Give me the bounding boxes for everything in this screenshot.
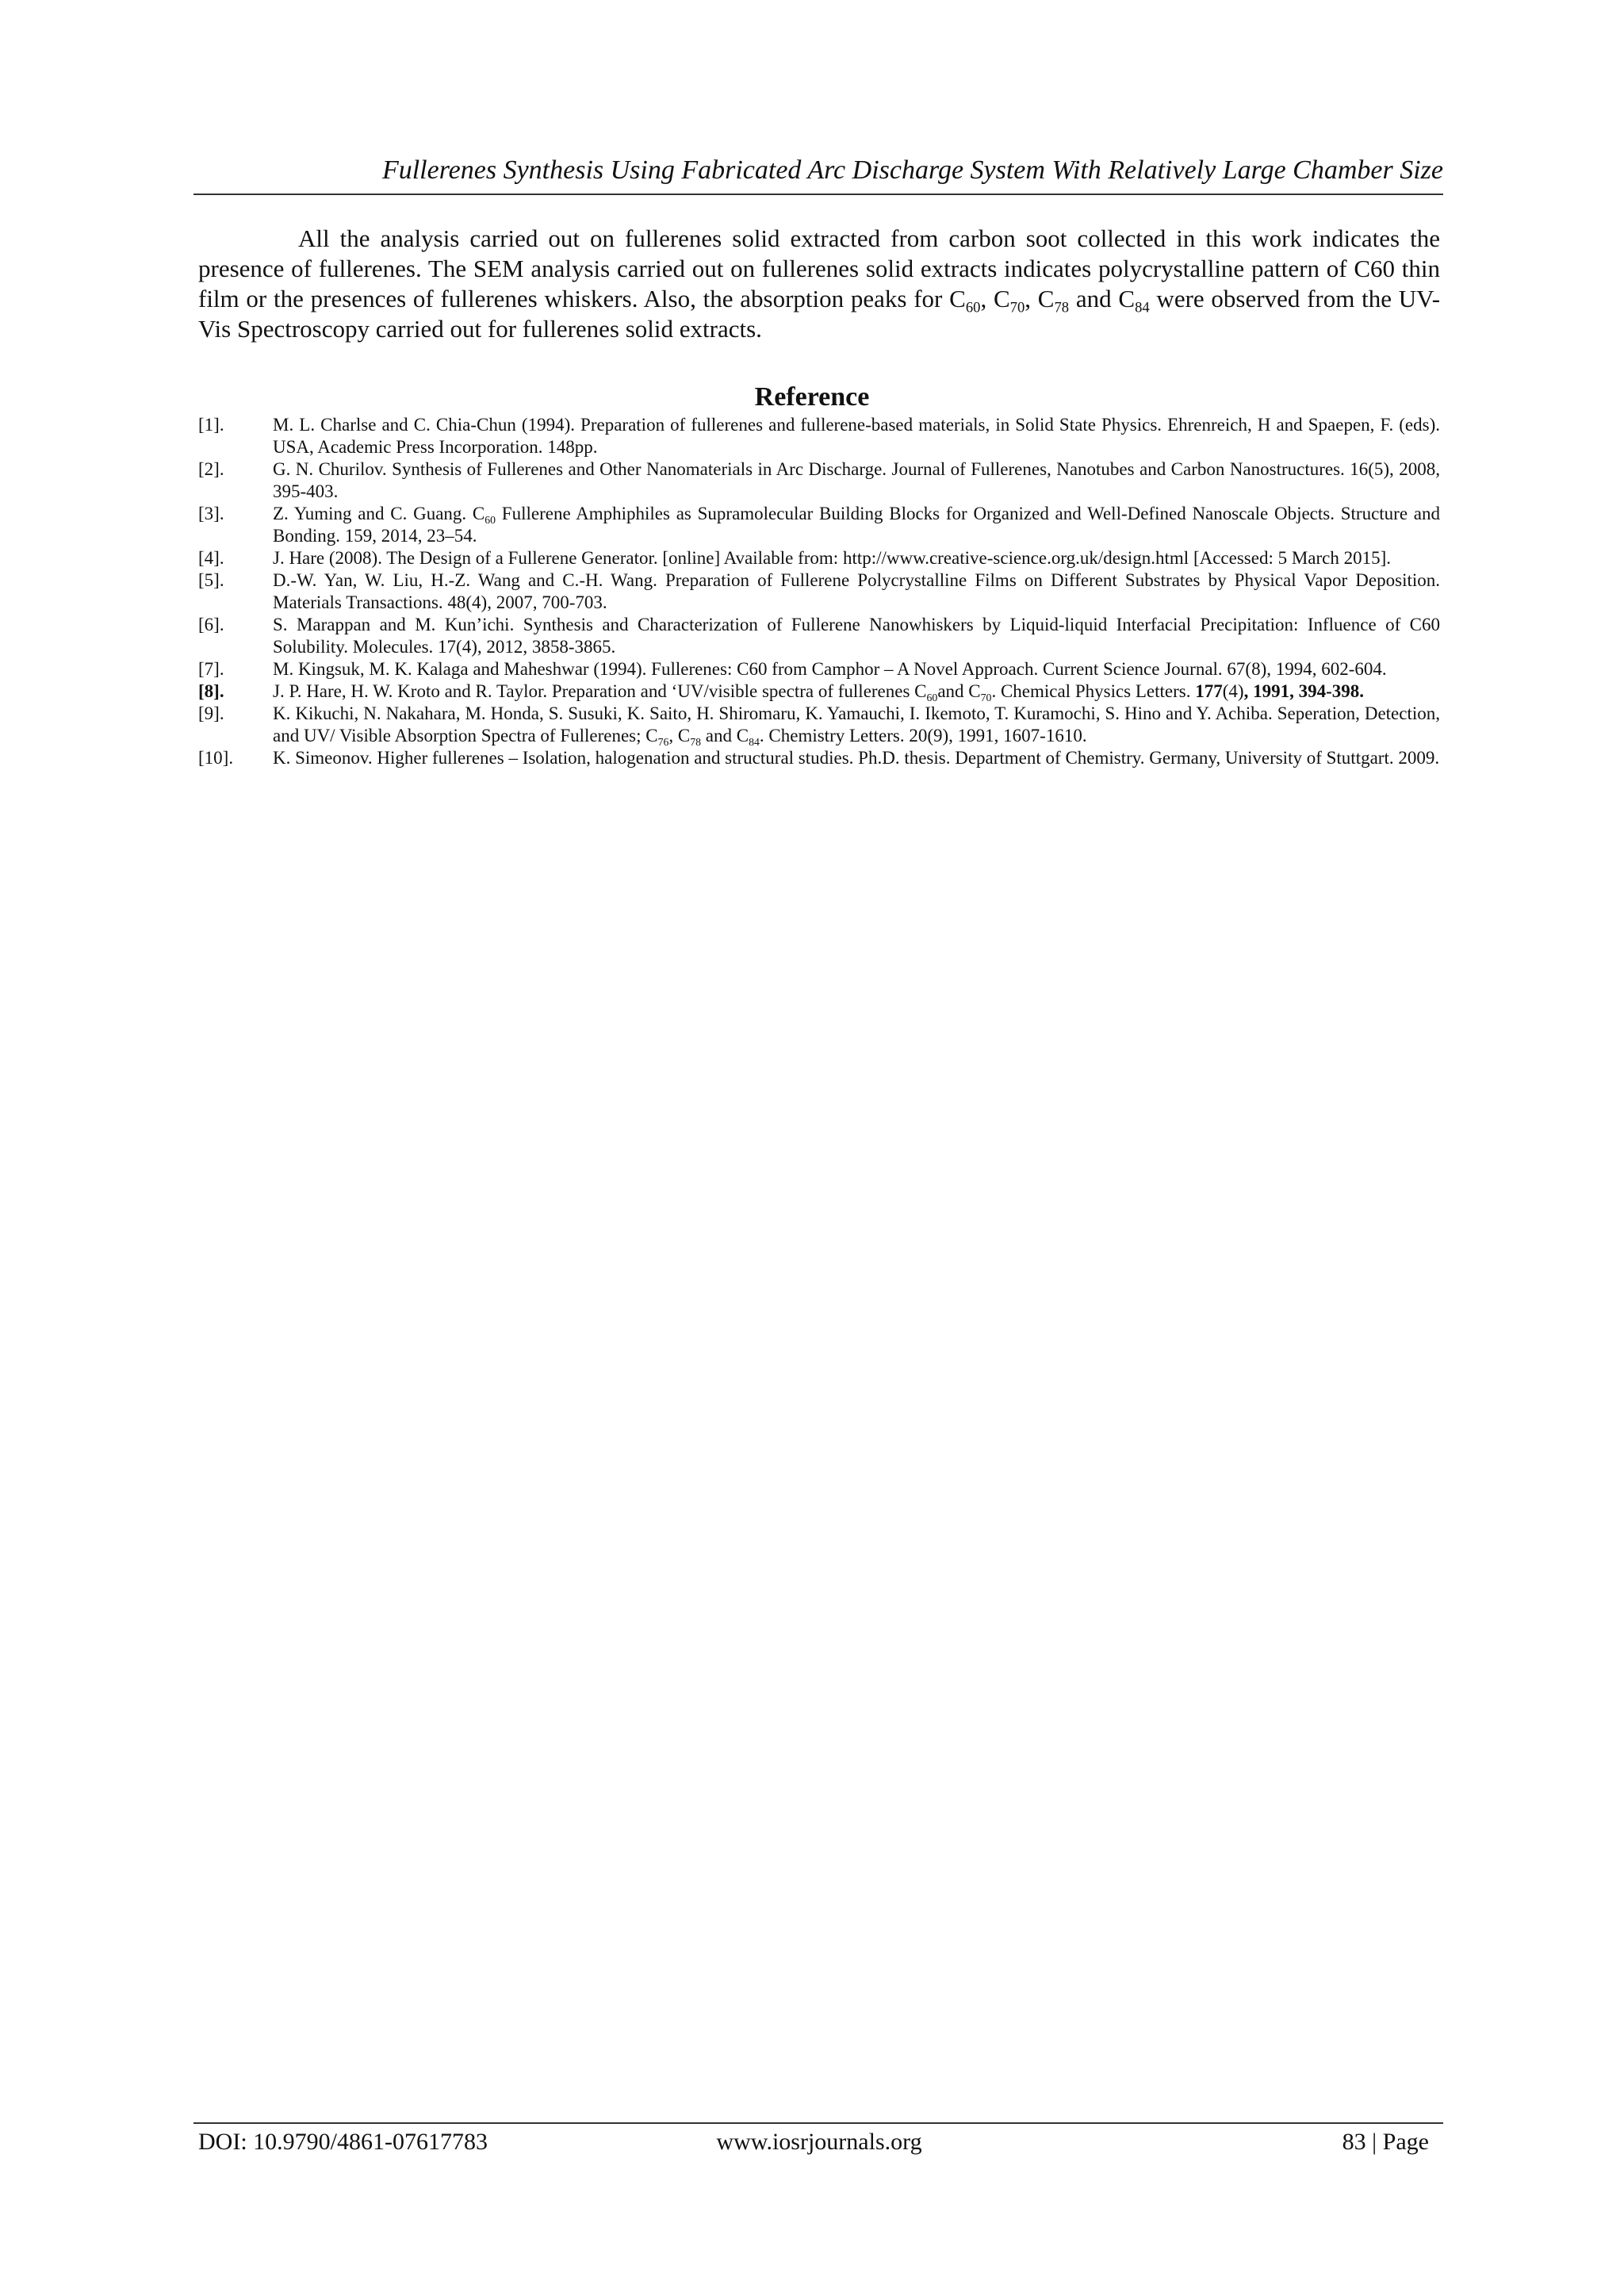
reference-number: [3]. [198, 504, 224, 523]
subscript: 84 [749, 735, 760, 748]
reference-item [198, 747, 1440, 769]
reference-text-part: . Chemical Physics Letters. [991, 681, 1196, 701]
reference-text-part: Fullerene Amphiphiles as Supramolecular Building Blocks for Organized and Well-Defined Nanoscale Objects. Structure and Bonding. 159, 2014, 23–54. [273, 504, 1440, 546]
separator: , [1025, 285, 1038, 312]
reference-text [273, 703, 1440, 747]
reference-text [273, 680, 1440, 703]
c70-symbol: C [993, 285, 1010, 312]
reference-volume: 177 [1195, 681, 1223, 701]
reference-issue: (4) [1222, 681, 1244, 701]
reference-text: M. Kingsuk, M. K. Kalaga and Maheshwar (1994). Fullerenes: C60 from Camphor – A Novel Approach. Current Science Journal. 67(8), 1994, 602-604. [273, 659, 1387, 679]
c60-symbol: C [949, 285, 966, 312]
c84-symbol: C [1118, 285, 1136, 312]
footer-page-number: 83 | Page [1342, 2129, 1429, 2155]
reference-text: K. Simeonov. Higher fullerenes – Isolation, halogenation and structural studies. Ph.D. thesis. Department of Chemistry. Germany, University of Stuttgart. 2009. [273, 748, 1440, 768]
reference-number: [6]. [198, 615, 224, 634]
reference-item [198, 547, 1440, 569]
footer-divider [193, 2122, 1443, 2124]
footer-doi: DOI: 10.9790/4861-07617783 [198, 2129, 488, 2155]
reference-number: [2]. [198, 459, 224, 479]
c60-subscript: 60 [965, 299, 981, 316]
reference-item [198, 503, 1440, 547]
reference-number: [1]. [198, 415, 224, 435]
subscript: 78 [690, 735, 702, 748]
reference-text: J. Hare (2008). The Design of a Fullerene Generator. [online] Available from: http://www.creative-science.org.uk/design.html [Accessed: 5 March 2015]. [273, 548, 1392, 568]
c78-subscript: 78 [1054, 299, 1070, 316]
reference-item [198, 680, 1440, 703]
subscript: 70 [980, 691, 992, 703]
separator: and [1069, 285, 1119, 312]
reference-text: S. Marappan and M. Kun’ichi. Synthesis and Characterization of Fullerene Nanowhiskers by Liquid-liquid Interfacial Precipitation: Influence of C60 Solubility. Molecules. 17(4), 2012, 3858-3865. [273, 615, 1440, 657]
reference-number: [5]. [198, 570, 224, 590]
reference-item [198, 703, 1440, 747]
reference-number: [4]. [198, 548, 224, 568]
reference-number: [7]. [198, 659, 224, 679]
reference-text-part: and C [701, 726, 749, 746]
reference-item [198, 414, 1440, 458]
header-divider [193, 194, 1443, 195]
reference-text: D.-W. Yan, W. Liu, H.-Z. Wang and C.-H. Wang. Preparation of Fullerene Polycrystalline Films on Different Substrates by Physical Vapor Deposition. Materials Transactions. 48(4), 2007, 700-703. [273, 570, 1440, 612]
subscript: 76 [657, 735, 669, 748]
reference-year-pages: , 1991, 394-398. [1243, 681, 1364, 701]
subscript: 60 [926, 691, 938, 703]
reference-text-part: Z. Yuming and C. Guang. C [273, 504, 485, 523]
reference-number: [8]. [198, 681, 224, 701]
reference-text-part: . Chemistry Letters. 20(9), 1991, 1607-1610. [759, 726, 1087, 746]
reference-item [198, 658, 1440, 680]
reference-text-part: J. P. Hare, H. W. Kroto and R. Taylor. Preparation and ‘UV/visible spectra of fullerenes C [273, 681, 927, 701]
reference-item [198, 614, 1440, 658]
conclusion-text-2: were observed from the UV-Vis Spectroscopy carried out for fullerenes solid extracts. [198, 285, 1441, 343]
c78-symbol: C [1037, 285, 1055, 312]
reference-text: M. L. Charlse and C. Chia-Chun (1994). Preparation of fullerenes and fullerene-based materials, in Solid State Physics. Ehrenreich, H and Spaepen, F. (eds). USA, Academic Press Incorporation. 148pp. [273, 415, 1440, 457]
conclusion-paragraph [198, 224, 1440, 344]
reference-text-part: , C [668, 726, 691, 746]
reference-list [198, 414, 1440, 769]
reference-text: G. N. Churilov. Synthesis of Fullerenes and Other Nanomaterials in Arc Discharge. Journal of Fullerenes, Nanotubes and Carbon Nanostructures. 16(5), 2008, 395-403. [273, 459, 1440, 501]
reference-text [273, 503, 1440, 547]
reference-number: [9]. [198, 703, 224, 723]
c70-subscript: 70 [1009, 299, 1025, 316]
reference-heading: Reference [754, 382, 870, 412]
conclusion-text-1: All the analysis carried out on fullerenes solid extracted from carbon soot collected in this work indicates the presence of fullerenes. The SEM analysis carried out on fullerenes solid extracts indicates polycrystalline pattern of C60 thin film or the presences of fullerenes whiskers. Also, the absorption peaks for [198, 224, 1440, 312]
separator: , [980, 285, 994, 312]
reference-number: [10]. [198, 748, 234, 768]
c84-subscript: 84 [1135, 299, 1150, 316]
footer-website: www.iosrjournals.org [716, 2129, 922, 2155]
running-header-title: Fullerenes Synthesis Using Fabricated Arc Discharge System With Relatively Large Chamber Size [381, 155, 1443, 185]
reference-text-part: and C [937, 681, 981, 701]
reference-item [198, 458, 1440, 503]
reference-item [198, 569, 1440, 614]
reference-text-part: K. Kikuchi, N. Nakahara, M. Honda, S. Susuki, K. Saito, H. Shiromaru, K. Yamauchi, I. Ikemoto, T. Kuramochi, S. Hino and Y. Achiba. Seperation, Detection, and UV/ Visible Absorption Spectra of Fullerenes; C [273, 703, 1440, 746]
subscript: 60 [485, 513, 496, 526]
